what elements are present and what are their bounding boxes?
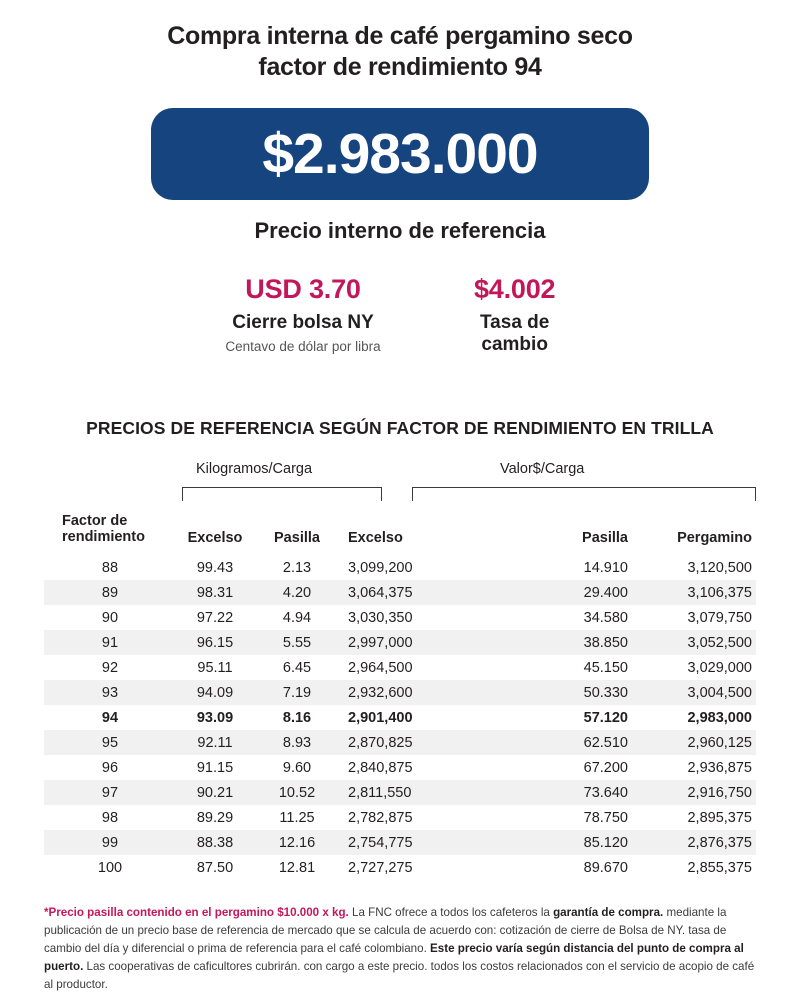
cell-pergamino-val: 2,876,375 (636, 830, 756, 855)
table-row (44, 705, 756, 730)
cell-pasilla-val: 57.120 (583, 709, 628, 726)
cell-pasilla-kg: 8.93 (254, 730, 340, 755)
cell-pasilla-val: 34.580 (583, 609, 628, 626)
cell-excelso-val: 2,997,000 (340, 630, 510, 655)
table-section-title: PRECIOS DE REFERENCIA SEGÚN FACTOR DE RENDIMIENTO EN TRILLA (86, 417, 714, 438)
cell-pasilla-kg: 12.81 (278, 859, 316, 876)
cell-pergamino-val: 3,052,500 (636, 630, 756, 655)
col-header-excelso-kg: Excelso (187, 530, 243, 547)
table-row (44, 805, 756, 830)
cell-pergamino-val: 2,983,000 (687, 709, 752, 726)
cell-excelso-kg: 97.22 (196, 609, 234, 626)
cell-pasilla-kg: 12.16 (254, 830, 340, 855)
cell-pasilla-kg: 4.20 (254, 580, 340, 605)
cell-excelso-kg: 89.29 (196, 809, 234, 826)
cell-pasilla-val: 45.150 (583, 659, 628, 676)
stats-row (0, 274, 800, 356)
stat-ny-close-value: USD 3.70 (245, 274, 361, 304)
cell-factor: 88 (101, 559, 119, 576)
reference-price-table (44, 507, 756, 880)
stat-ny-close-label: Cierre bolsa NY (232, 312, 374, 333)
cell-pasilla-kg: 4.94 (282, 609, 312, 626)
cell-excelso-val: 2,754,775 (340, 830, 510, 855)
table-row (44, 555, 756, 580)
cell-pergamino-val: 2,936,875 (687, 759, 752, 776)
cell-pergamino-val: 3,004,500 (636, 680, 756, 705)
cell-pasilla-kg: 6.45 (282, 659, 312, 676)
table-row (44, 655, 756, 680)
cell-factor: 91 (44, 630, 176, 655)
cell-excelso-kg: 99.43 (196, 559, 234, 576)
footnote-part2: La FNC ofrece a todos los cafeteros la (348, 906, 554, 920)
table-group-headers (44, 461, 756, 507)
table-row (44, 680, 756, 705)
cell-excelso-val: 2,870,825 (340, 730, 510, 755)
cell-factor: 98 (101, 809, 119, 826)
col-header-excelso-value: Excelso (348, 530, 403, 547)
cell-factor: 97 (44, 780, 176, 805)
reference-price-value: $2.983.000 (262, 121, 538, 186)
table-row (44, 630, 756, 655)
table-row (44, 830, 756, 855)
cell-excelso-val: 2,932,600 (340, 680, 510, 705)
cell-factor: 93 (44, 680, 176, 705)
reference-price-block (0, 108, 800, 200)
col-header-pasilla-kg: Pasilla (274, 530, 320, 547)
cell-excelso-kg: 96.15 (176, 630, 254, 655)
cell-excelso-kg: 91.15 (196, 759, 234, 776)
col-header-pergamino-value: Pergamino (677, 530, 752, 547)
cell-pergamino-val: 2,895,375 (687, 809, 752, 826)
cell-factor: 94 (101, 709, 119, 726)
footnote-part6: Las cooperativas de caficultores cubrirán. con cargo a este precio. todos los costos relacionados con el servicio de acopio de café al productor. (44, 959, 755, 991)
cell-factor: 96 (101, 759, 119, 776)
cell-factor: 92 (101, 659, 119, 676)
table-body (44, 555, 756, 880)
cell-pergamino-val: 2,916,750 (636, 780, 756, 805)
cell-excelso-val: 2,811,550 (340, 780, 510, 805)
cell-pasilla-val: 78.750 (583, 809, 628, 826)
col-header-pasilla-value: Pasilla (582, 530, 628, 547)
cell-pasilla-kg: 9.60 (282, 759, 312, 776)
cell-excelso-val: 2,964,500 (348, 659, 413, 676)
cell-pasilla-val: 85.120 (510, 830, 636, 855)
cell-pergamino-val: 2,855,375 (687, 859, 752, 876)
cell-pergamino-val: 3,029,000 (687, 659, 752, 676)
cell-excelso-val: 3,030,350 (348, 609, 413, 626)
cell-excelso-kg: 98.31 (176, 580, 254, 605)
stat-exchange-rate-label: Tasa de cambio (479, 312, 550, 355)
cell-excelso-kg: 88.38 (176, 830, 254, 855)
group-bracket-value (412, 487, 756, 501)
reference-table-area (44, 461, 756, 880)
cell-excelso-val: 2,727,275 (348, 859, 413, 876)
cell-factor: 89 (44, 580, 176, 605)
reference-price-caption: Precio interno de referencia (254, 218, 546, 243)
group-bracket-kilograms (182, 487, 382, 501)
header (0, 0, 800, 82)
stat-ny-close (225, 274, 380, 356)
table-row (44, 780, 756, 805)
cell-pasilla-val: 89.670 (583, 859, 628, 876)
col-header-factor: Factor de rendimiento (62, 512, 145, 546)
cell-pergamino-val: 2,960,125 (636, 730, 756, 755)
cell-pasilla-kg: 11.25 (279, 809, 315, 826)
cell-excelso-val: 2,782,875 (348, 809, 413, 826)
group-header-value: Valor$/Carga (500, 460, 585, 477)
cell-pasilla-kg: 8.16 (282, 709, 312, 726)
cell-pasilla-val: 50.330 (510, 680, 636, 705)
cell-excelso-val: 2,840,875 (348, 759, 413, 776)
cell-excelso-kg: 90.21 (176, 780, 254, 805)
footnote (44, 904, 756, 994)
stat-exchange-rate (455, 274, 575, 356)
cell-factor: 95 (44, 730, 176, 755)
stat-ny-close-sublabel: Centavo de dólar por libra (225, 338, 381, 354)
table-row (44, 755, 756, 780)
cell-excelso-kg: 92.11 (176, 730, 254, 755)
cell-factor: 99 (44, 830, 176, 855)
table-row (44, 605, 756, 630)
reference-price-pill (151, 108, 649, 200)
cell-pergamino-val: 3,106,375 (636, 580, 756, 605)
cell-pasilla-kg: 2.13 (282, 559, 312, 576)
footnote-part3: garantía de compra. (553, 906, 664, 920)
cell-pasilla-kg: 10.52 (254, 780, 340, 805)
footnote-part1: *Precio pasilla contenido en el pergamino $10.000 x kg. (44, 906, 349, 920)
cell-pasilla-val: 62.510 (510, 730, 636, 755)
cell-excelso-val: 3,064,375 (340, 580, 510, 605)
cell-pasilla-val: 14.910 (583, 559, 628, 576)
stat-exchange-rate-value: $4.002 (473, 274, 556, 304)
cell-pasilla-val: 73.640 (510, 780, 636, 805)
group-header-kilograms: Kilogramos/Carga (196, 460, 313, 477)
cell-excelso-kg: 95.11 (197, 659, 233, 676)
cell-pasilla-kg: 5.55 (254, 630, 340, 655)
cell-pergamino-val: 3,079,750 (687, 609, 752, 626)
cell-pasilla-val: 29.400 (510, 580, 636, 605)
cell-pasilla-kg: 7.19 (254, 680, 340, 705)
table-header-row (44, 507, 756, 555)
cell-factor: 90 (101, 609, 119, 626)
cell-excelso-kg: 93.09 (196, 709, 234, 726)
footnote-part5: Este precio varía según distancia del punto de compra al puerto. (44, 941, 744, 973)
page-title-line1: Compra interna de café pergamino seco (167, 22, 633, 50)
table-row (44, 580, 756, 605)
cell-pasilla-val: 67.200 (583, 759, 628, 776)
cell-excelso-val: 3,099,200 (348, 559, 413, 576)
cell-excelso-kg: 87.50 (196, 859, 234, 876)
cell-excelso-val: 2,901,400 (348, 709, 413, 726)
page-title-line2: factor de rendimiento 94 (258, 53, 542, 81)
footnote-part4: mediante la publicación de un precio base de referencia de mercado que se calcula de acuerdo con: cotización de cierre de Bolsa de NY. tasa de cambio del día y diferencial o prima de referencia para el café colombiano. (44, 906, 727, 955)
table-row (44, 855, 756, 880)
cell-pasilla-val: 38.850 (510, 630, 636, 655)
table-row (44, 730, 756, 755)
cell-pergamino-val: 3,120,500 (687, 559, 752, 576)
cell-excelso-kg: 94.09 (176, 680, 254, 705)
cell-factor: 100 (97, 859, 123, 876)
